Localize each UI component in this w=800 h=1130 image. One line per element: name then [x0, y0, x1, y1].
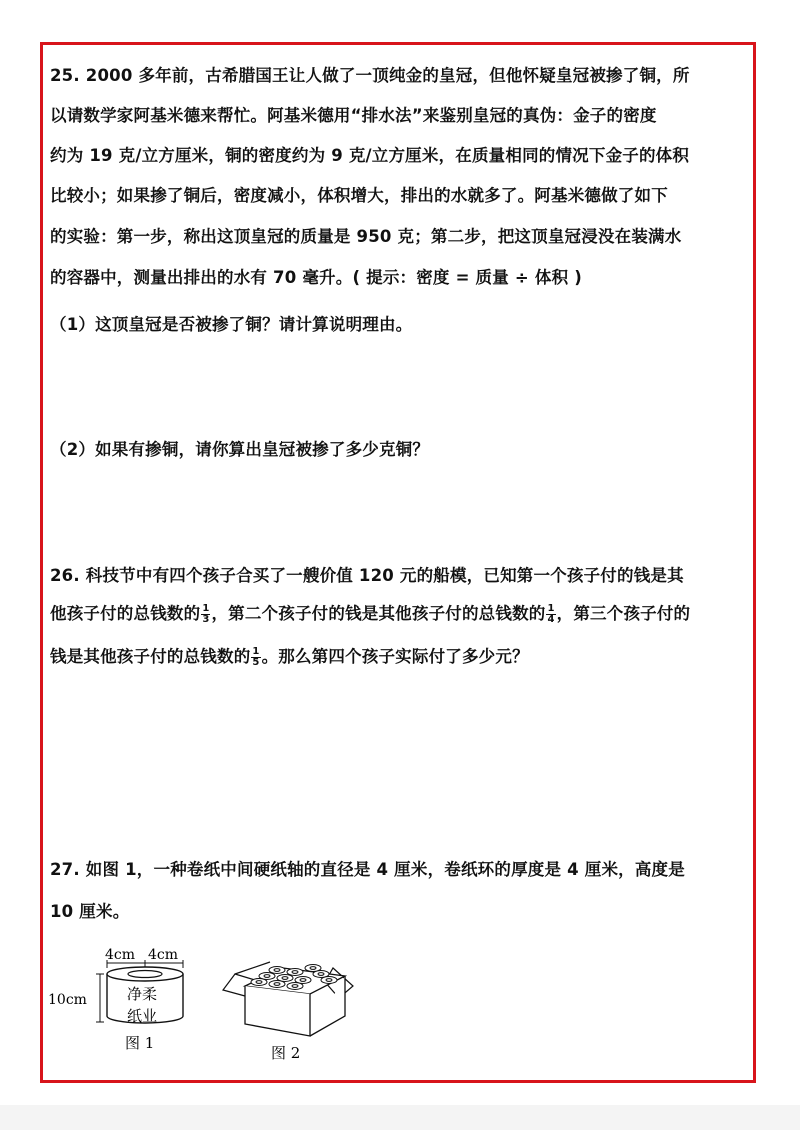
fig1-caption: 图 1 — [125, 1034, 155, 1052]
fraction-one-fifth: $\frac{1}{5}$ — [252, 646, 260, 668]
q25-line-4: 比较小；如果掺了铜后，密度减小，体积增大，排出的水就多了。阿基米德做了如下 — [50, 186, 668, 205]
q27-line-1: 27. 如图 1，一种卷纸中间硬纸轴的直径是 4 厘米，卷纸环的厚度是 4 厘米，高度是 — [50, 860, 685, 879]
q26-line-2-part-b: ，第二个孩子付的钱是其他孩子付的总钱数的 — [211, 604, 546, 623]
q25-subquestion-1: （1）这顶皇冠是否被掺了铜？请计算说明理由。 — [50, 315, 413, 334]
fig1-label-core-diameter: 4cm — [105, 947, 136, 963]
q26-line-2 — [50, 600, 690, 625]
fraction-one-third: $\frac{1}{3}$ — [202, 603, 210, 625]
fig1-brand-line-1: 净柔 — [127, 985, 158, 1003]
q26-line-1: 26. 科技节中有四个孩子合买了一艘价值 120 元的船模，已知第一个孩子付的钱是其 — [50, 566, 684, 585]
fig1-label-height: 10cm — [48, 992, 87, 1008]
fig2-caption: 图 2 — [271, 1044, 301, 1062]
figure-1-paper-roll — [45, 942, 205, 1064]
page-bottom-margin — [0, 1105, 800, 1130]
q25-line-3: 约为 19 克/立方厘米，铜的密度约为 9 克/立方厘米，在质量相同的情况下金子的体积 — [50, 146, 690, 165]
q25-line-6: 的容器中，测量出排出的水有 70 毫升。( 提示：密度 = 质量 ÷ 体积 ) — [50, 268, 582, 287]
q25-line-2: 以请数学家阿基米德来帮忙。阿基米德用“排水法”来鉴别皇冠的真伪：金子的密度 — [50, 106, 657, 125]
q27-line-2: 10 厘米。 — [50, 902, 130, 921]
q25-line-5: 的实验：第一步，称出这顶皇冠的质量是 950 克；第二步，把这顶皇冠浸没在装满水 — [50, 227, 682, 246]
q26-line-3 — [50, 643, 529, 668]
q26-line-2-part-c: ，第三个孩子付的 — [556, 604, 691, 623]
fig1-brand-line-2: 纸业 — [127, 1007, 158, 1025]
q25-line-1: 25. 2000 多年前，古希腊国王让人做了一顶纯金的皇冠，但他怀疑皇冠被掺了铜，所 — [50, 66, 690, 85]
figure-2-box-of-rolls — [215, 946, 365, 1064]
q26-line-3-part-b: 。那么第四个孩子实际付了多少元？ — [261, 647, 529, 666]
q25-subquestion-2: （2）如果有掺铜，请你算出皇冠被掺了多少克铜？ — [50, 440, 430, 459]
q26-line-2-part-a: 他孩子付的总钱数的 — [50, 604, 201, 623]
q26-line-3-part-a: 钱是其他孩子付的总钱数的 — [50, 647, 251, 666]
fig1-label-ring-thickness: 4cm — [148, 947, 179, 963]
fraction-one-fourth: $\frac{1}{4}$ — [547, 603, 555, 625]
